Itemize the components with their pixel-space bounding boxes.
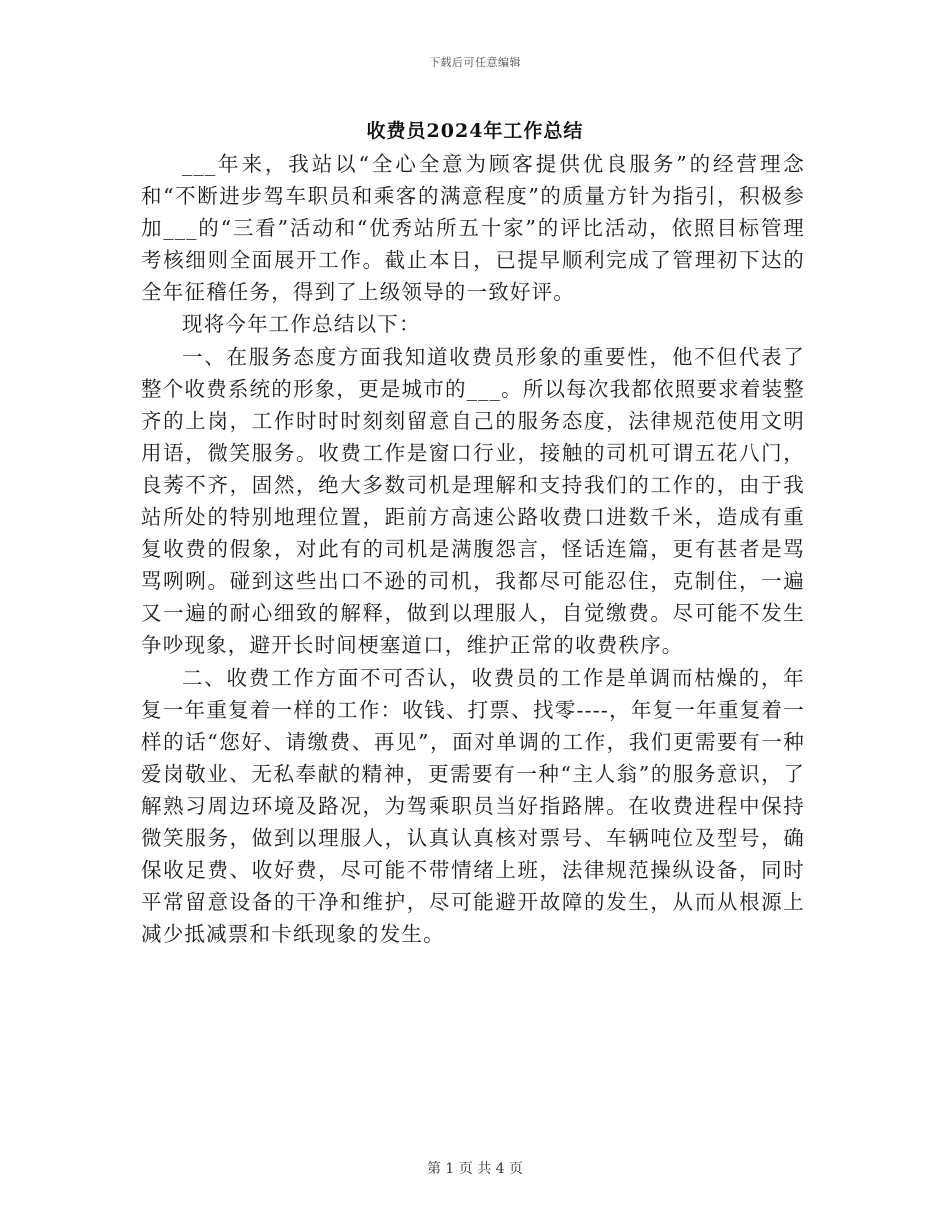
header-note: 下载后可任意编辑: [429, 56, 521, 69]
paragraph-summary-lead: 现将今年工作总结以下：: [182, 312, 421, 337]
page-number: 第 1 页 共 4 页: [426, 1161, 524, 1177]
paragraph-service-attitude: 一、在服务态度方面我知道收费员形象的重要性，他不但代表了整个收费系统的形象，更是城市的___。所以每次我都依照要求着装整齐的上岗，工作时时时刻刻留意自己的服务态度，法律规范使用文明用语，微笑服务。收费工作是窗口行业，接触的司机可谓五花八门，良莠不齐，固然，绝大多数司机是理解和支持我们的工作的，由于我站所处的特别地理位置，距前方高速公路收费口进数千米，造成有重复收费的假象，对此有的司机是满腹怨言，怪话连篇，更有甚者是骂骂咧咧。碰到这些出口不逊的司机，我都尽可能忍住，克制住，一遍又一遍的耐心细致的解释，做到以理服人，自觉缴费。尽可能不发生争吵现象，避开长时间梗塞道口，维护正常的收费秩序。: [141, 344, 805, 658]
paragraph-intro: ___年来，我站以“全心全意为顾客提供优良服务”的经营理念和“不断进步驾车职员和乘客的满意程度”的质量方针为指引，积极参加___的“三看”活动和“优秀站所五十家”的评比活动，依照目标管理考核细则全面展开工作。截止本日，已提早顺利完成了管理初下达的全年征稽任务，得到了上级领导的一致好评。: [141, 152, 805, 305]
document-title: 收费员2024年工作总结: [366, 120, 584, 142]
document-body: [141, 148, 805, 950]
paragraph-toll-work: 二、收费工作方面不可否认，收费员的工作是单调而枯燥的，年复一年重复着一样的工作：收钱、打票、找零----，年复一年重复着一样的话“您好、请缴费、再见”，面对单调的工作，我们更需要有一种爱岗敬业、无私奉献的精神，更需要有一种“主人翁”的服务意识，了解熟习周边环境及路况，为驾乘职员当好指路牌。在收费进程中保持微笑服务，做到以理服人，认真认真核对票号、车辆吨位及型号，确保收足费、收好费，尽可能不带情绪上班，法律规范操纵设备，同时平常留意设备的干净和维护，尽可能避开故障的发生，从而从根源上减少抵减票和卡纸现象的发生。: [141, 665, 805, 947]
